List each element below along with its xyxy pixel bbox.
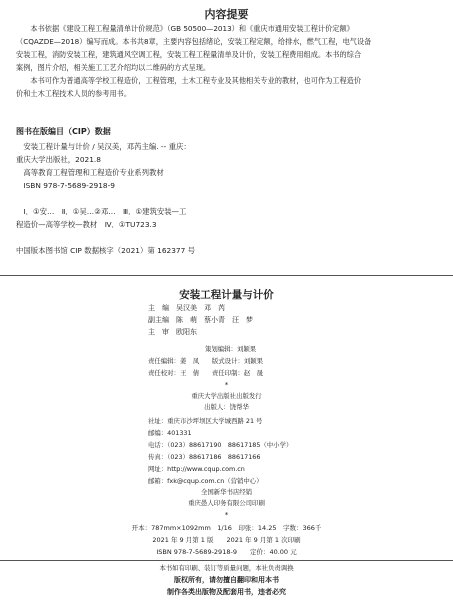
contact-line: 社址：重庆市沙坪坝区大学城西路 21 号 <box>148 417 263 425</box>
publisher-distribution <box>0 487 453 509</box>
editors-block <box>205 343 256 355</box>
summary-line: 安装工程，消防安装工程，建筑通风空调工程，安装工程工程量清单及计价，安装工程费用组成。本书的综合 <box>16 50 362 59</box>
summary-line: 价和土木工程技术人员的参考用书。 <box>16 89 132 98</box>
publisher-contact <box>148 415 292 487</box>
spec-line: ISBN 978-7-5689-2918-9 定价：40.00 元 <box>156 548 297 556</box>
cip-line: 安装工程计量与计价 / 吴汉美，邓芮主编. -- 重庆： <box>16 142 191 151</box>
divider-bottom <box>0 560 453 561</box>
summary-line: 案例，图片介绍，相关施工工艺介绍均以二维码的方式呈现。 <box>16 63 211 72</box>
credit-line: 主 编 吴汉美 邓 芮 <box>148 304 225 312</box>
specification-block <box>0 522 453 558</box>
cip-block <box>16 140 195 257</box>
separator-star: * <box>224 511 229 519</box>
publisher-line: 出版人：饶帮华 <box>204 403 249 411</box>
summary-line: （CQAZDE—2018）编写而成。本书共8章，主要内容包括绪论，安装工程定额，给排水，燃气工程，电气设备 <box>16 37 372 46</box>
summary-title: 内容提要 <box>204 8 249 21</box>
cip-line: 中国版本图书馆 CIP 数据核字（2021）第 162377 号 <box>16 246 196 255</box>
cip-line: Ⅰ．①安… Ⅱ．①吴…②邓… Ⅲ．①建筑安装—工 <box>16 207 187 216</box>
spec-line: 2021 年 9 月第 1 版 2021 年 9 月第 1 次印刷 <box>152 536 301 544</box>
cip-line <box>16 192 195 205</box>
editor-line: 策划编辑：刘颖果 <box>205 345 257 353</box>
summary-paragraph <box>16 22 441 100</box>
contact-line: 网址：http://www.cqup.com.cn <box>148 465 245 473</box>
contact-line: 电话：（023）88617190 88617185（中小学） <box>148 441 293 449</box>
distribution-line: 重庆愚人印务有限公司印刷 <box>188 499 265 507</box>
footer-block <box>0 562 453 598</box>
credits-block <box>148 302 253 338</box>
cip-line <box>16 231 195 244</box>
editor-line: 责任编辑：姜 凤 版式设计：刘颖果 <box>148 357 264 365</box>
distribution-line: 全国新华书店经销 <box>200 488 253 496</box>
publisher-center <box>0 391 453 413</box>
divider-top <box>0 275 453 276</box>
editors-block-2 <box>148 355 263 379</box>
cip-line: 重庆大学出版社，2021.8 <box>16 155 101 164</box>
contact-line: 传真：（023）88617186 88617166 <box>148 453 261 461</box>
contact-line: 邮编：401331 <box>148 429 192 437</box>
book-title: 安装工程计量与计价 <box>179 289 274 301</box>
cip-line: 程造价—高等学校—教材 Ⅳ．①TU723.3 <box>16 220 157 229</box>
separator-star: * <box>224 381 229 389</box>
credit-line: 副主编 陈 萌 蔡小青 汪 梦 <box>148 316 253 324</box>
summary-line: 本书可作为普通高等学校工程造价，工程管理，土木工程专业及其他相关专业的教材，也可作为工程造价 <box>16 76 362 85</box>
cip-line: 高等教育工程管理和工程造价专业系列教材 <box>16 168 164 177</box>
summary-line: 本书依据《建设工程工程量清单计价规范》（GB 50500—2013）和《重庆市通用安装工程计价定额》 <box>16 24 354 33</box>
publisher-line: 重庆大学出版社出版发行 <box>191 392 262 400</box>
footer-line: 本书如有印刷、装订等质量问题，本社负责调换 <box>159 564 294 572</box>
cip-line: ISBN 978-7-5689-2918-9 <box>16 181 116 190</box>
credit-line: 主 审 欧阳东 <box>148 328 197 336</box>
footer-line: 制作各类出版物及配套用书，违者必究 <box>167 588 286 596</box>
footer-line: 版权所有，请勿擅自翻印和用本书 <box>174 576 279 584</box>
editor-line: 责任校对：王 倩 责任印制：赵 晟 <box>148 369 264 377</box>
cip-title: 图书在版编目（CIP）数据 <box>16 127 111 136</box>
spec-line: 开本：787mm×1092mm 1/16 印张：14.25 字数：366千 <box>131 524 322 532</box>
contact-line: 邮箱：fxk@cqup.com.cn（营销中心） <box>148 477 263 485</box>
